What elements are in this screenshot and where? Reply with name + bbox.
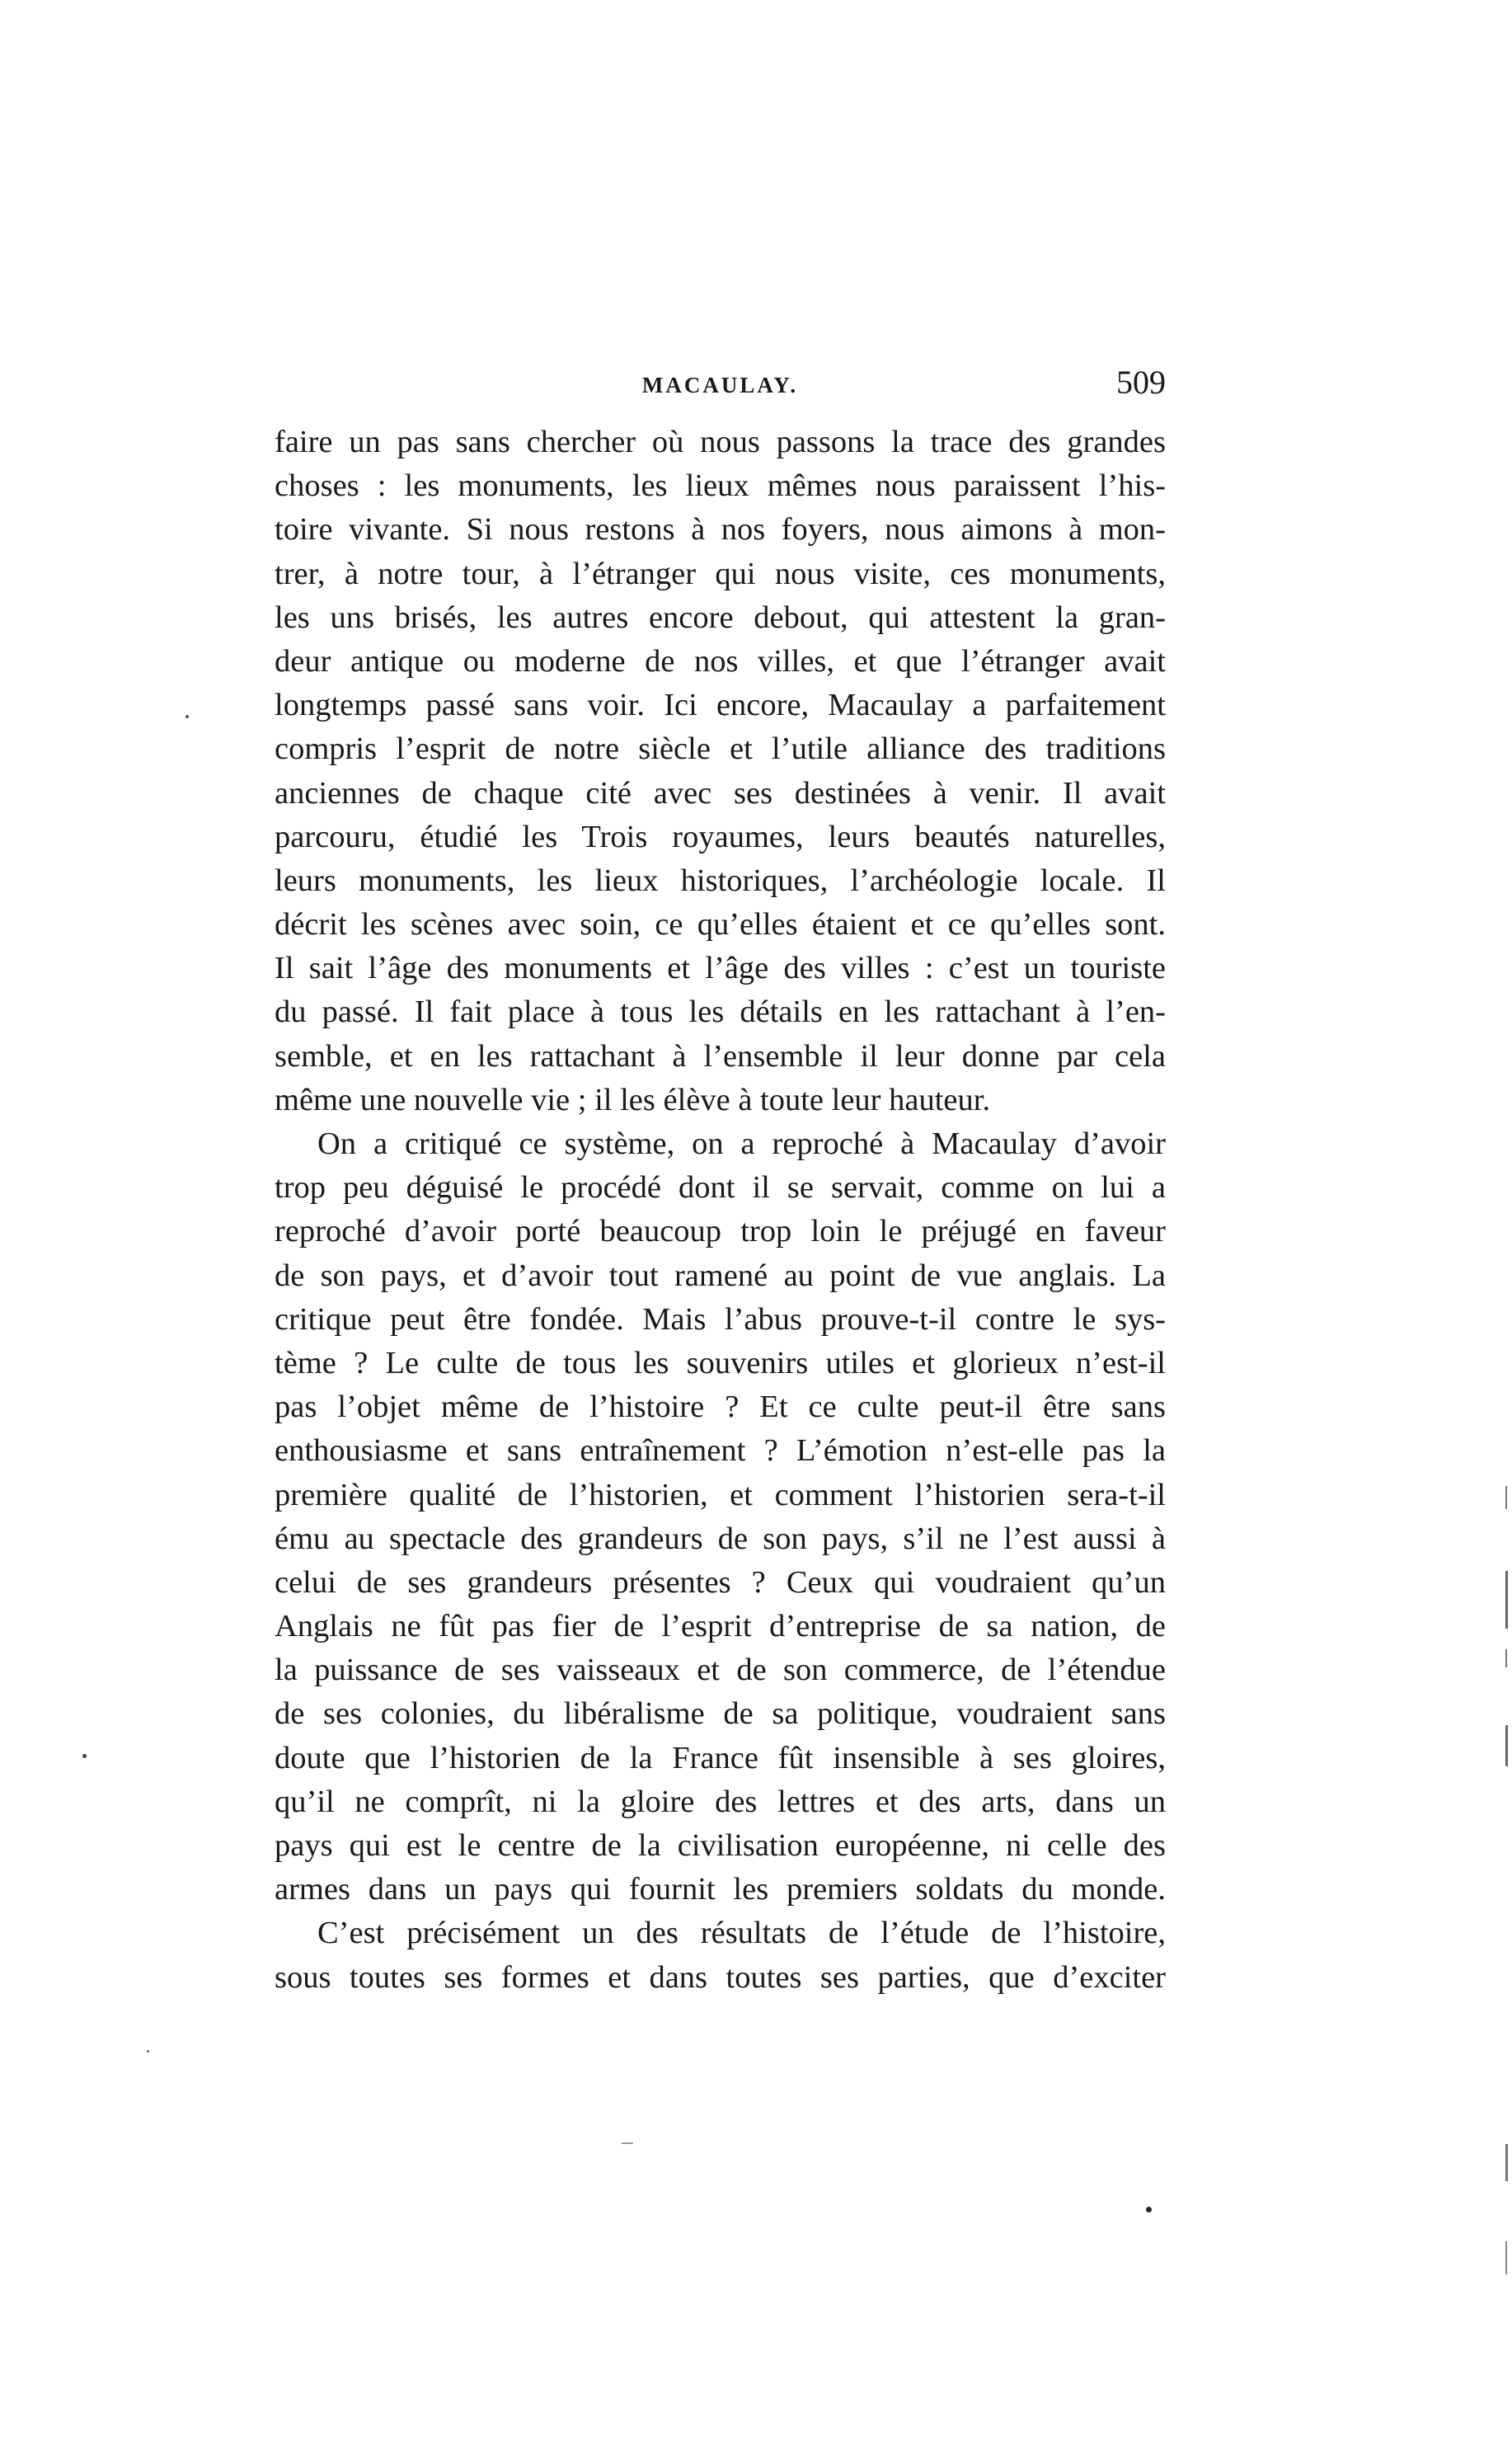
running-head [275, 361, 1166, 411]
text-line: du passé. Il fait place à tous les détails en les rattachant à l’en- [275, 995, 1166, 1030]
body-text [275, 421, 1166, 2000]
text-line: compris l’esprit de notre siècle et l’utile alliance des traditions [275, 731, 1166, 767]
text-line: celui de ses grandeurs présentes ? Ceux qui voudraient qu’un [275, 1564, 1166, 1600]
text-line: semble, et en les rattachant à l’ensemble il leur donne par cela [275, 1038, 1166, 1074]
text-line: décrit les scènes avec soin, ce qu’elles étaient et ce qu’elles sont. [275, 907, 1166, 943]
scan-speck [1505, 1486, 1507, 1509]
paragraph-start-line: C’est précisément un des résultats de l’étude de l’histoire, [317, 1916, 1166, 1951]
text-line: la puissance de ses vaisseaux et de son commerce, de l’étendue [275, 1653, 1166, 1688]
text-line: trer, à notre tour, à l’étranger qui nous visite, ces monuments, [275, 556, 1166, 591]
scan-speck [622, 2142, 633, 2144]
text-line: Anglais ne fût pas fier de l’esprit d’entreprise de sa nation, de [275, 1609, 1166, 1644]
text-line: critique peut être fondée. Mais l’abus prouve-t-il contre le sys- [275, 1301, 1166, 1337]
scan-speck [1505, 2144, 1508, 2181]
scan-speck [185, 715, 189, 718]
scan-speck [1505, 1725, 1508, 1766]
text-line: de ses colonies, du libéralisme de sa politique, voudraient sans [275, 1696, 1166, 1732]
scan-speck [1146, 2207, 1152, 2212]
text-line: choses : les monuments, les lieux mêmes nous paraissent l’his- [275, 468, 1166, 504]
text-line: ému au spectacle des grandeurs de son pays, s’il ne l’est aussi à [275, 1521, 1166, 1556]
text-line: doute que l’historien de la France fût insensible à ses gloires, [275, 1740, 1166, 1775]
scan-speck [1505, 1571, 1508, 1629]
text-line: enthousiasme et sans entraînement ? L’émotion n’est-elle pas la [275, 1433, 1166, 1469]
text-line: armes dans un pays qui fournit les premiers soldats du monde. [275, 1872, 1166, 1907]
text-line: toire vivante. Si nous restons à nos foyers, nous aimons à mon- [275, 512, 1166, 548]
text-line: longtemps passé sans voir. Ici encore, Macaulay a parfaitement [275, 688, 1166, 723]
text-line: deur antique ou moderne de nos villes, et que l’étranger avait [275, 643, 1166, 679]
text-line: qu’il ne comprît, ni la gloire des lettres et des arts, dans un [275, 1784, 1166, 1819]
text-line: première qualité de l’historien, et comment l’historien sera-t-il [275, 1477, 1166, 1512]
scan-speck [1505, 1649, 1507, 1667]
text-line: Il sait l’âge des monuments et l’âge des villes : c’est un touriste [275, 951, 1166, 986]
text-line: parcouru, étudié les Trois royaumes, leurs beautés naturelles, [275, 819, 1166, 854]
paragraph-start-line: On a critiqué ce système, on a reproché à Macaulay d’avoir [317, 1126, 1166, 1161]
text-line: leurs monuments, les lieux historiques, l’archéologie locale. Il [275, 863, 1166, 898]
text-line: tème ? Le culte de tous les souvenirs utiles et glorieux n’est-il [275, 1345, 1166, 1380]
running-title: MACAULAY. [641, 373, 799, 397]
text-line: les uns brisés, les autres encore debout, qui attestent la gran- [275, 600, 1166, 635]
paragraph-end-line: même une nouvelle vie ; il les élève à toute leur hauteur. [275, 1082, 991, 1117]
scan-speck [82, 1754, 87, 1758]
text-line: pas l’objet même de l’histoire ? Et ce culte peut-il être sans [275, 1390, 1166, 1425]
text-line: de son pays, et d’avoir tout ramené au point de vue anglais. La [275, 1258, 1166, 1293]
scan-speck [147, 2050, 149, 2053]
text-line: faire un pas sans chercher où nous passons la trace des grandes [275, 425, 1166, 459]
text-line: reproché d’avoir porté beaucoup trop loin le préjugé en faveur [275, 1214, 1166, 1249]
text-line: sous toutes ses formes et dans toutes ses parties, que d’exciter [275, 1959, 1166, 1995]
scan-speck [1505, 2241, 1507, 2274]
text-line: trop peu déguisé le procédé dont il se servait, comme on lui a [275, 1170, 1166, 1206]
text-line: pays qui est le centre de la civilisation européenne, ni celle des [275, 1828, 1166, 1863]
text-line: anciennes de chaque cité avec ses destinées à venir. Il avait [275, 775, 1166, 811]
page-number: 509 [1116, 364, 1166, 401]
